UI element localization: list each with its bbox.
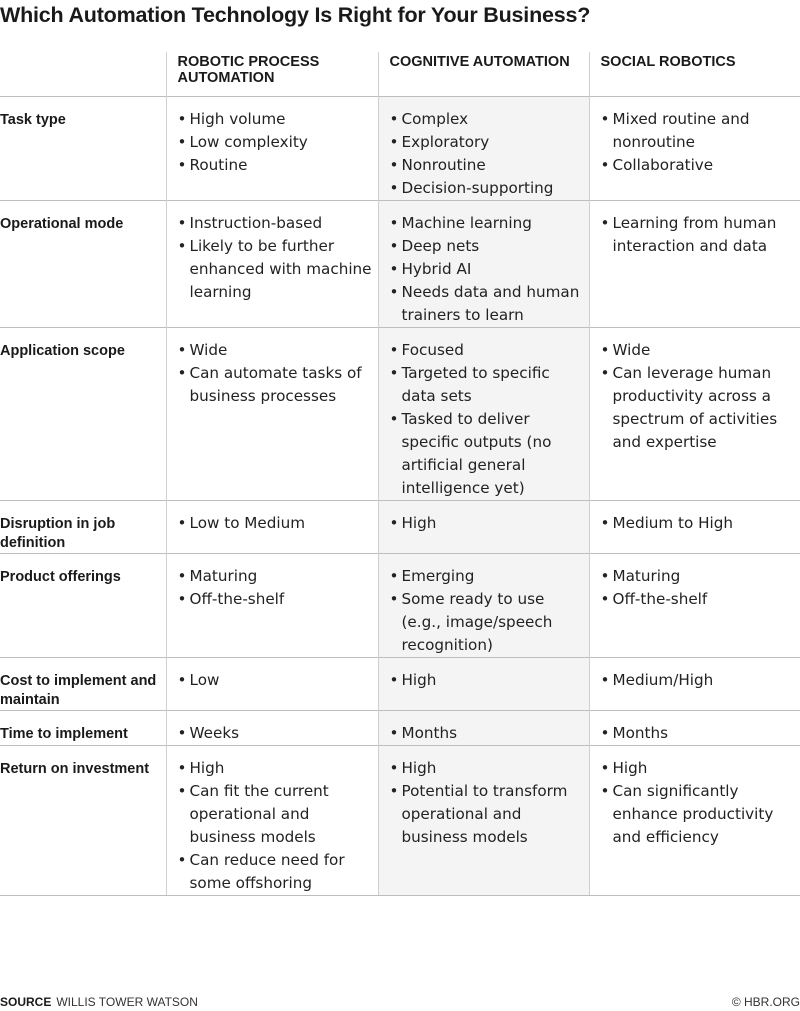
list-item: • Complex (390, 108, 589, 131)
bullet-list (601, 339, 800, 454)
list-item: • Off-the-shelf (601, 588, 800, 611)
list-item: • Can leverage human productivity across a spectrum of activities and expertise (601, 362, 800, 454)
bullet-list (178, 212, 378, 304)
row-label: Product offerings (0, 554, 166, 658)
cell-social-robotics (589, 711, 800, 746)
header-corner (0, 52, 166, 97)
list-item: • Maturing (601, 565, 800, 588)
list-item: • Weeks (178, 722, 378, 745)
list-item: • High (390, 757, 589, 780)
list-item: • Wide (601, 339, 800, 362)
bullet-list (178, 512, 378, 535)
table-row (0, 746, 800, 896)
bullet-list (178, 108, 378, 177)
row-label: Operational mode (0, 201, 166, 328)
bullet-list (390, 212, 589, 327)
list-item: • Low to Medium (178, 512, 378, 535)
list-item: • High (390, 512, 589, 535)
cell-cognitive (378, 746, 589, 896)
bullet-list (601, 722, 800, 745)
bullet-list (390, 722, 589, 745)
cell-cognitive (378, 201, 589, 328)
list-item: • Tasked to deliver specific outputs (no artificial general intelligence yet) (390, 408, 589, 500)
row-label: Disruption in job definition (0, 501, 166, 554)
list-item: • Some ready to use (e.g., image/speech recognition) (390, 588, 589, 657)
cell-social-robotics (589, 328, 800, 501)
row-label: Task type (0, 97, 166, 201)
list-item: • High (390, 669, 589, 692)
cell-cognitive (378, 658, 589, 711)
cell-rpa (166, 201, 378, 328)
list-item: • Maturing (178, 565, 378, 588)
credit: © HBR.ORG (731, 995, 800, 1009)
column-header-social-robotics: SOCIAL ROBOTICS (589, 52, 800, 97)
row-label: Return on investment (0, 746, 166, 896)
list-item: • Nonroutine (390, 154, 589, 177)
cell-rpa (166, 658, 378, 711)
bullet-list (601, 565, 800, 611)
table-row (0, 201, 800, 328)
list-item: • Months (390, 722, 589, 745)
list-item: • Potential to transform operational and business models (390, 780, 589, 849)
bullet-list (178, 669, 378, 692)
list-item: • Can automate tasks of business processes (178, 362, 378, 408)
list-item: • Needs data and human trainers to learn (390, 281, 589, 327)
bullet-list (601, 212, 800, 258)
bullet-list (178, 757, 378, 895)
table-row (0, 501, 800, 554)
list-item: • Low complexity (178, 131, 378, 154)
column-header-rpa: ROBOTIC PROCESS AUTOMATION (166, 52, 378, 97)
table-row (0, 711, 800, 746)
list-item: • Instruction-based (178, 212, 378, 235)
bullet-list (390, 512, 589, 535)
cell-cognitive (378, 554, 589, 658)
page-title: Which Automation Technology Is Right for Your Business? (0, 3, 591, 27)
source-label: SOURCE (0, 995, 52, 1009)
bullet-list (178, 722, 378, 745)
list-item: • Wide (178, 339, 378, 362)
cell-rpa (166, 554, 378, 658)
table-row (0, 328, 800, 501)
list-item: • Medium/High (601, 669, 800, 692)
list-item: • Mixed routine and nonroutine (601, 108, 800, 154)
list-item: • Months (601, 722, 800, 745)
list-item: • Emerging (390, 565, 589, 588)
cell-social-robotics (589, 501, 800, 554)
list-item: • High volume (178, 108, 378, 131)
table-row (0, 97, 800, 201)
row-label: Application scope (0, 328, 166, 501)
bullet-list (178, 339, 378, 408)
list-item: • Collaborative (601, 154, 800, 177)
cell-rpa (166, 746, 378, 896)
comparison-table (0, 52, 800, 896)
table-row (0, 658, 800, 711)
header-row (0, 52, 800, 97)
list-item: • Deep nets (390, 235, 589, 258)
list-item: • Can significantly enhance productivity and efficiency (601, 780, 800, 849)
cell-cognitive (378, 328, 589, 501)
bullet-list (601, 757, 800, 849)
list-item: • Machine learning (390, 212, 589, 235)
bullet-list (178, 565, 378, 611)
row-label: Time to implement (0, 711, 166, 746)
list-item: • Routine (178, 154, 378, 177)
cell-social-robotics (589, 658, 800, 711)
cell-rpa (166, 97, 378, 201)
source-note (0, 994, 198, 1010)
bullet-list (390, 108, 589, 200)
list-item: • High (601, 757, 800, 780)
list-item: • Learning from human interaction and data (601, 212, 800, 258)
list-item: • High (178, 757, 378, 780)
bullet-list (390, 669, 589, 692)
list-item: • Focused (390, 339, 589, 362)
cell-social-robotics (589, 554, 800, 658)
cell-rpa (166, 711, 378, 746)
column-header-cognitive: COGNITIVE AUTOMATION (378, 52, 589, 97)
row-label: Cost to implement and maintain (0, 658, 166, 711)
table-row (0, 554, 800, 658)
cell-cognitive (378, 97, 589, 201)
bullet-list (390, 757, 589, 849)
list-item: • Hybrid AI (390, 258, 589, 281)
bullet-list (601, 512, 800, 535)
bullet-list (601, 669, 800, 692)
cell-rpa (166, 328, 378, 501)
list-item: • Medium to High (601, 512, 800, 535)
source-text: WILLIS TOWER WATSON (56, 995, 198, 1009)
cell-cognitive (378, 501, 589, 554)
list-item: • Can fit the current operational and business models (178, 780, 378, 849)
list-item: • Can reduce need for some offshoring (178, 849, 378, 895)
list-item: • Off-the-shelf (178, 588, 378, 611)
cell-social-robotics (589, 201, 800, 328)
bullet-list (601, 108, 800, 177)
cell-social-robotics (589, 746, 800, 896)
cell-cognitive (378, 711, 589, 746)
bullet-list (390, 565, 589, 657)
list-item: • Exploratory (390, 131, 589, 154)
cell-rpa (166, 501, 378, 554)
list-item: • Targeted to specific data sets (390, 362, 589, 408)
bullet-list (390, 339, 589, 500)
list-item: • Low (178, 669, 378, 692)
list-item: • Likely to be further enhanced with machine learning (178, 235, 378, 304)
cell-social-robotics (589, 97, 800, 201)
list-item: • Decision-supporting (390, 177, 589, 200)
